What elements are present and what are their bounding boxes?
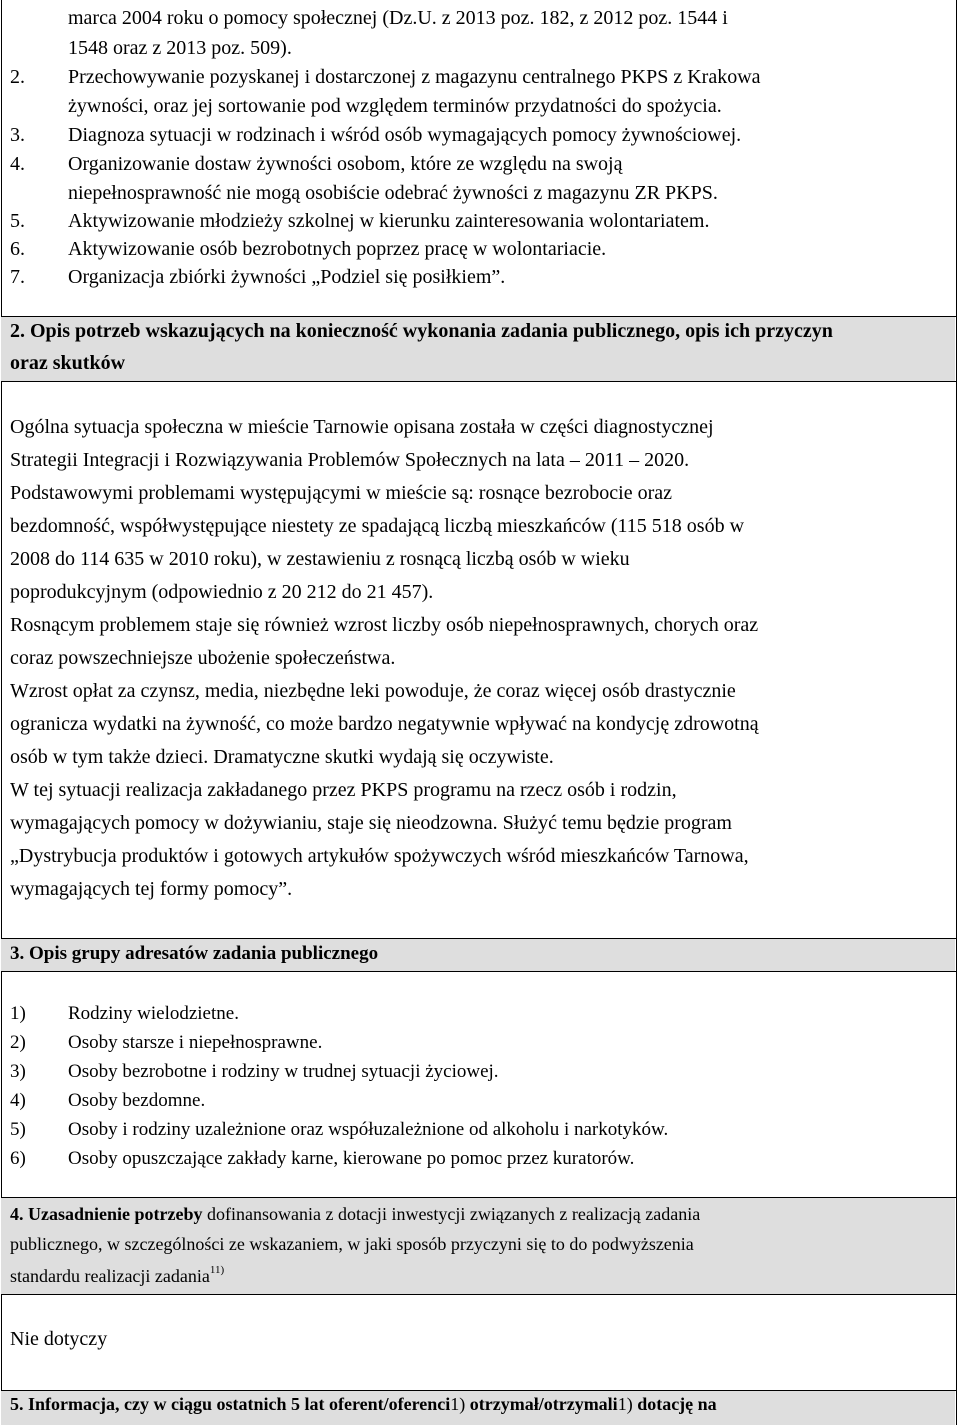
section-2-body-line: poprodukcyjnym (odpowiednio z 20 212 do 21 457). [10,581,434,603]
adresat-number: 5) [10,1119,26,1140]
section-4-title-rest: dofinansowania z dotacji inwestycji związanych z realizacją zadania [202,1204,701,1224]
adresat-text: Osoby starsze i niepełnosprawne. [68,1032,323,1053]
section-2-body-line: bezdomność, współwystępujące niestety ze spadającą liczbą mieszkańców (115 518 osób w [10,515,745,537]
section-2-body-line: 2008 do 114 635 w 2010 roku), w zestawieniu z rosnącą liczbą osób w wieku [10,548,630,570]
footnote-marker: 1) [617,1394,633,1414]
adresat-number: 3) [10,1061,26,1082]
item-3-line-1: Diagnoza sytuacji w rodzinach i wśród osób wymagających pomocy żywnościowej. [68,124,742,146]
section-2-body-line: W tej sytuacji realizacja zakładanego przez PKPS programu na rzecz osób i rodzin, [10,779,677,801]
section-2-title-line-2: oraz skutków [10,352,126,374]
section-2-body-line: wymagających pomocy w dożywianiu, staje się nieodzowna. Służyć temu będzie program [10,812,732,834]
item-7-line-1: Organizacja zbiórki żywności „Podziel się posiłkiem”. [68,266,506,288]
section-4-body: Nie dotyczy [10,1328,108,1350]
adresat-number: 4) [10,1090,26,1111]
footnote-marker: 11) [209,1264,225,1276]
divider [1,938,956,939]
item-2-line-1: Przechowywanie pozyskanej i dostarczonej z magazynu centralnego PKPS z Krakowa [68,66,761,88]
section-5-title [10,1394,717,1415]
section-4-title-line-1 [10,1204,700,1225]
item-4-number: 4. [10,153,25,175]
section-2-body-line: „Dystrybucja produktów i gotowych artykułów spożywczych wśród mieszkańców Tarnowa, [10,845,749,867]
item-2-line-2: żywności, oraz jej sortowanie pod względem terminów przydatności do spożycia. [68,95,722,117]
adresat-text: Osoby opuszczające zakłady karne, kierowane po pomoc przez kuratorów. [68,1148,635,1169]
item-6-number: 6. [10,238,25,260]
section-2-body-line: Ogólna sytuacja społeczna w mieście Tarnowie opisana została w części diagnostycznej [10,416,714,438]
continuation-line-2: 1548 oraz z 2013 poz. 509). [68,37,292,59]
section-4-title-line-3 [10,1264,224,1287]
divider [1,1390,956,1391]
section-4-title-line-2: publicznego, w szczególności ze wskazaniem, w jaki sposób przyczyni się to do podwyższenia [10,1234,694,1254]
section-5-title-a: 5. Informacja, czy w ciągu ostatnich 5 lat oferent/oferenci [10,1394,451,1414]
section-5-title-e: dotację na [632,1394,717,1414]
item-5-number: 5. [10,210,25,232]
section-2-body-line: Podstawowymi problemami występującymi w mieście są: rosnące bezrobocie oraz [10,482,673,504]
section-2-body-line: wymagających tej formy pomocy”. [10,878,293,900]
section-2-body-line: Strategii Integracji i Rozwiązywania Problemów Społecznych na lata – 2011 – 2020. [10,449,690,471]
section-5-title-c: otrzymał/otrzymali [465,1394,618,1414]
item-7-number: 7. [10,266,25,288]
continuation-line-1: marca 2004 roku o pomocy społecznej (Dz.U. z 2013 poz. 182, z 2012 poz. 1544 i [68,7,728,29]
section-2-body-line: coraz powszechniejsze ubożenie społeczeństwa. [10,647,396,669]
section-2-title-line-1: 2. Opis potrzeb wskazujących na konieczność wykonania zadania publicznego, opis ich przyczyn [10,320,833,342]
adresat-text: Rodziny wielodzietne. [68,1003,239,1024]
item-3-number: 3. [10,124,25,146]
section-2-body-line: ogranicza wydatki na żywność, co może bardzo negatywnie wpływać na kondycję zdrowotną [10,713,759,735]
adresat-text: Osoby bezdomne. [68,1090,206,1111]
section-2-body-line: osób w tym także dzieci. Dramatyczne skutki wydają się oczywiste. [10,746,554,768]
divider [1,1197,956,1198]
item-5-line-1: Aktywizowanie młodzieży szkolnej w kierunku zainteresowania wolontariatem. [68,210,710,232]
section-3-title: 3. Opis grupy adresatów zadania publicznego [10,943,379,964]
divider [1,1294,956,1295]
item-2-number: 2. [10,66,25,88]
adresat-text: Osoby bezrobotne i rodziny w trudnej sytuacji życiowej. [68,1061,499,1082]
divider [1,971,956,972]
section-2-body-line: Rosnącym problemem staje się również wzrost liczby osób niepełnosprawnych, chorych oraz [10,614,759,636]
adresat-number: 6) [10,1148,26,1169]
section-4-title-bold: 4. Uzasadnienie potrzeby [10,1204,203,1224]
divider [1,381,956,382]
item-4-line-1: Organizowanie dostaw żywności osobom, które ze względu na swoją [68,153,623,175]
adresat-text: Osoby i rodziny uzależnione oraz współuzależnione od alkoholu i narkotyków. [68,1119,669,1140]
footnote-marker: 1) [450,1394,466,1414]
divider [1,316,956,317]
item-4-line-2: niepełnosprawność nie mogą osobiście odebrać żywności z magazynu ZR PKPS. [68,182,718,204]
item-6-line-1: Aktywizowanie osób bezrobotnych poprzez pracę w wolontariacie. [68,238,607,260]
section-4-title-line-3-text: standardu realizacji zadania [10,1266,210,1286]
section-2-body-line: Wzrost opłat za czynsz, media, niezbędne leki powoduje, że coraz więcej osób drastycznie [10,680,736,702]
adresat-number: 2) [10,1032,26,1053]
adresat-number: 1) [10,1003,26,1024]
